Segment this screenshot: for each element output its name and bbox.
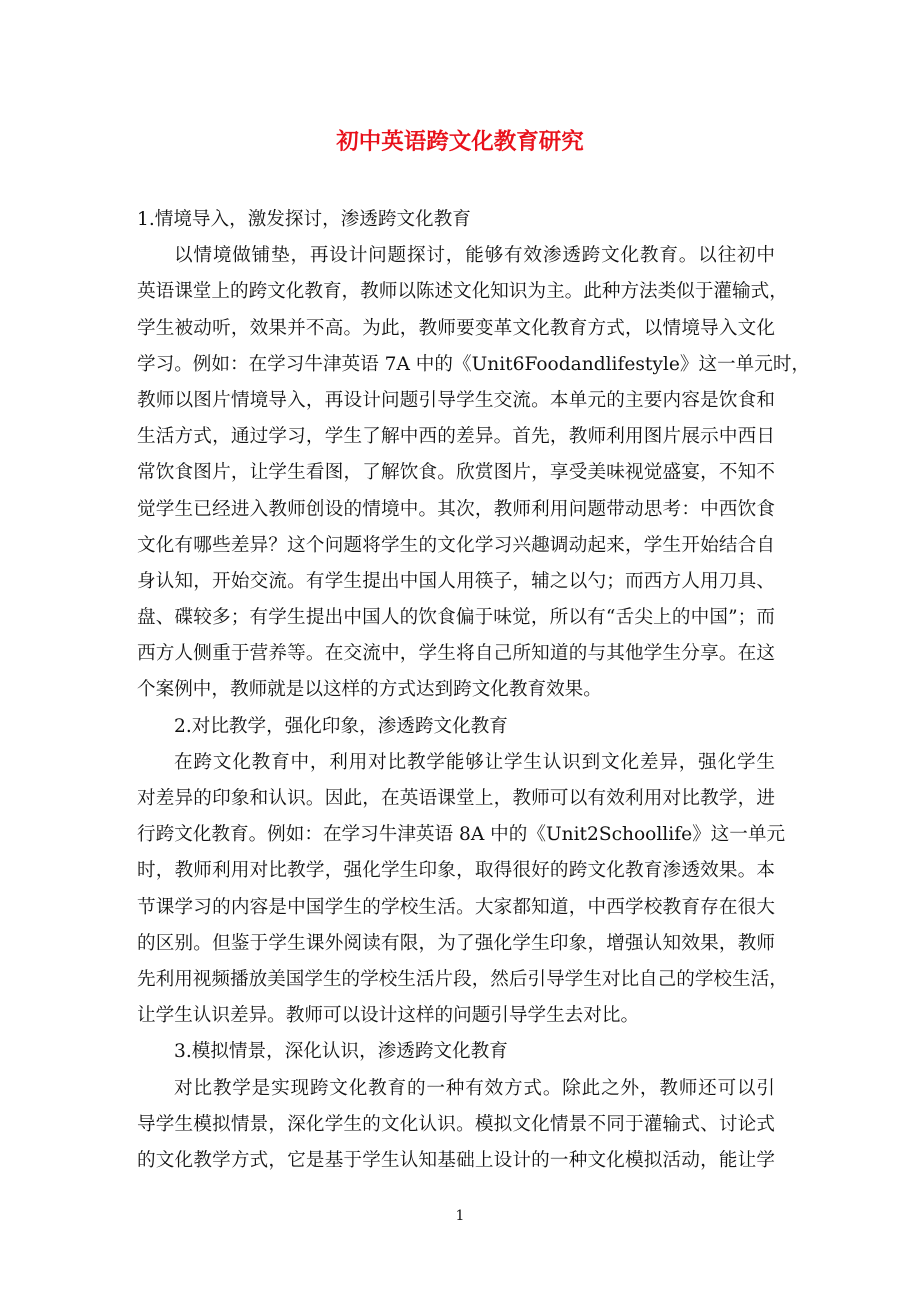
text-line: 生活方式，通过学习，学生了解中西的差异。首先，教师利用图片展示中西日 <box>137 426 775 448</box>
section-heading: 1.情境导入，激发探讨，渗透跨文化教育 <box>137 209 471 230</box>
text-line: 先利用视频播放美国学生的学校生活片段，然后引导学生对比自己的学校生活， <box>137 968 788 990</box>
text-line: 节课学习的内容是中国学生的学校生活。大家都知道，中西学校教育存在很大 <box>137 896 775 918</box>
text-line: 的区别。但鉴于学生课外阅读有限，为了强化学生印象，增强认知效果，教师 <box>137 932 775 954</box>
text-line: 教师以图片情境导入，再设计问题引导学生交流。本单元的主要内容是饮食和 <box>137 389 775 411</box>
text-line: 常饮食图片，让学生看图，了解饮食。欣赏图片，享受美味视觉盛宴，不知不 <box>137 462 775 484</box>
section-heading: 3.模拟情景，深化认识，渗透跨文化教育 <box>174 1041 508 1063</box>
text-line: 对比教学是实现跨文化教育的一种有效方式。除此之外，教师还可以引 <box>174 1077 775 1099</box>
document-body <box>137 202 811 1179</box>
paragraph <box>137 1071 775 1180</box>
text-line: 文化有哪些差异？这个问题将学生的文化学习兴趣调动起来，学生开始结合自 <box>137 534 775 556</box>
text-line: 身认知，开始交流。有学生提出中国人用筷子，辅之以勺；而西方人用刀具、 <box>137 570 775 592</box>
text-line: 个案例中，教师就是以这样的方式达到跨文化教育效果。 <box>137 679 602 701</box>
text-line: 时，教师利用对比教学，强化学生印象，取得很好的跨文化教育渗透效果。本 <box>137 860 775 882</box>
text-line: 西方人侧重于营养等。在交流中，学生将自己所知道的与其他学生分享。在这 <box>137 643 775 665</box>
text-line: 学生被动听，效果并不高。为此，教师要变革文化教育方式，以情境导入文化 <box>137 317 775 339</box>
paragraph <box>137 238 811 708</box>
text-line: 以情境做铺垫，再设计问题探讨，能够有效渗透跨文化教育。以往初中 <box>174 245 775 267</box>
text-line: 学习。例如：在学习牛津英语 7A 中的《Unit6Foodandlifestyle》这一单元时， <box>137 353 811 375</box>
text-line: 导学生模拟情景，深化学生的文化认识。模拟文化情景不同于灌输式、讨论式 <box>137 1113 775 1135</box>
page-number: 1 <box>455 1208 465 1224</box>
text-line: 盘、碟较多；有学生提出中国人的饮食偏于味觉，所以有“舌尖上的中国”；而 <box>137 607 775 629</box>
document-title: 初中英语跨文化教育研究 <box>336 129 584 155</box>
text-line: 行跨文化教育。例如：在学习牛津英语 8A 中的《Unit2Schoollife》这一单元 <box>137 824 786 846</box>
paragraph <box>137 745 788 1035</box>
text-line: 在跨文化教育中，利用对比教学能够让学生认识到文化差异，强化学生 <box>174 751 775 773</box>
text-line: 让学生认识差异。教师可以设计这样的问题引导学生去对比。 <box>137 1005 640 1027</box>
text-line: 的文化教学方式，它是基于学生认知基础上设计的一种文化模拟活动，能让学 <box>137 1149 775 1171</box>
text-line: 对差异的印象和认识。因此，在英语课堂上，教师可以有效利用对比教学，进 <box>137 788 775 809</box>
text-line: 英语课堂上的跨文化教育，教师以陈述文化知识为主。此种方法类似于灌输式， <box>137 281 788 303</box>
section-heading: 2.对比教学，强化印象，渗透跨文化教育 <box>174 715 508 737</box>
text-line: 觉学生已经进入教师创设的情境中。其次，教师利用问题带动思考：中西饮食 <box>137 498 775 520</box>
